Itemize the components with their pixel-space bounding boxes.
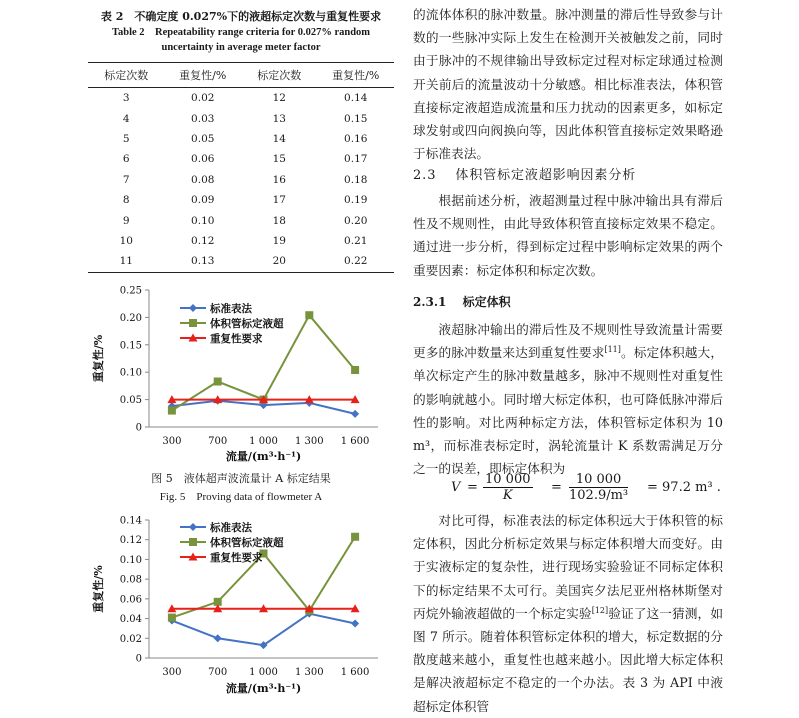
data-point xyxy=(214,378,222,386)
eq-fraction-1 xyxy=(483,472,533,504)
y-axis-label: 重复性/% xyxy=(92,334,105,383)
table-cell: 0.15 xyxy=(344,112,368,125)
eq-lhs: V xyxy=(451,480,461,495)
table-cell: 17 xyxy=(272,194,286,207)
table-cell: 0.05 xyxy=(191,132,215,145)
table-cell: 0.10 xyxy=(191,214,215,227)
paragraph-3-text: 液超脉冲输出的滞后性及不规则性导致流量计需要更多的脉冲数量来达到重复性要求 xyxy=(413,322,723,361)
subsection-heading xyxy=(413,293,511,310)
section-number: 2.3 xyxy=(413,168,437,183)
table-cell: 9 xyxy=(122,214,130,227)
legend-label: 重复性要求 xyxy=(210,333,263,345)
y-tick-label: 0.12 xyxy=(119,535,142,547)
table-cell: 18 xyxy=(272,214,286,227)
table-caption-en xyxy=(88,25,394,55)
paragraph-4-text: 对比可得，标准表法的标定体积远大于体积管的标定体积，因此分析标定效果与标定体积增大而变好。由于实液标定的复杂性，进行现场实验验证不同标定体积下的标定结果不太可行。美国宾夕法尼亚州格林斯堡对丙烷外输液超做的一个标定实验 xyxy=(413,513,723,621)
y-tick-label: 0 xyxy=(135,653,142,665)
table-cell: 0.22 xyxy=(344,255,368,268)
citation-11: [11] xyxy=(604,345,621,355)
x-tick-label: 700 xyxy=(208,436,228,447)
table-row xyxy=(88,231,394,251)
legend-label: 标准表法 xyxy=(210,303,252,315)
table-caption-en-line1: Table 2 Repeatability range criteria for 0.027% random xyxy=(111,27,371,38)
eq-fraction-2 xyxy=(569,472,628,504)
section-heading xyxy=(413,164,636,183)
citation-12: [12] xyxy=(591,605,609,615)
table-body xyxy=(88,88,394,272)
eq-result: = 97.2 m³ . xyxy=(647,480,721,495)
table-cell: 0.09 xyxy=(191,194,215,207)
x-tick-label: 1 600 xyxy=(340,667,370,678)
table-cell: 10 xyxy=(119,234,133,247)
paragraph-3 xyxy=(413,318,723,480)
eq-equals-2: = xyxy=(551,480,562,495)
table-cell: 0.03 xyxy=(191,112,215,125)
chart-fig6-svg xyxy=(88,512,394,698)
x-tick-label: 1 000 xyxy=(249,667,278,678)
subsection-number: 2.3.1 xyxy=(413,295,447,309)
table-cell: 20 xyxy=(272,255,286,268)
eq-frac2-numerator: 10 000 xyxy=(569,472,628,488)
x-tick-label: 300 xyxy=(162,436,182,447)
table-row xyxy=(88,170,394,190)
chart-fig6 xyxy=(88,512,394,698)
table-cell: 3 xyxy=(122,92,130,105)
subsection-title: 标定体积 xyxy=(462,295,511,309)
fig5-caption-cn: 图 5 液体超声波流量计 A 标定结果 xyxy=(151,472,331,485)
table-cell: 19 xyxy=(272,234,286,247)
y-tick-label: 0.08 xyxy=(119,574,142,586)
table-cell: 16 xyxy=(272,173,286,186)
table-cell: 0.08 xyxy=(191,173,215,186)
table-cell: 0.13 xyxy=(191,255,215,268)
data-point xyxy=(168,407,176,415)
y-tick-label: 0.20 xyxy=(119,312,142,324)
y-tick-label: 0.15 xyxy=(119,340,142,352)
x-tick-label: 1 300 xyxy=(294,667,324,678)
y-tick-label: 0.04 xyxy=(119,614,142,626)
legend-marker xyxy=(189,319,197,327)
eq-equals: = xyxy=(467,480,478,495)
x-tick-label: 1 300 xyxy=(294,436,324,447)
series-line xyxy=(172,614,355,646)
table-cell: 0.02 xyxy=(191,92,215,105)
paragraph-4-text-cont: 验证了这一猜测，如图 7 所示。随着体积管标定体积的增大，标定数据的分散度越来越小，重复性也越来越小。因此增大标定体积是解决液超标定不稳定的一个办法。表 3 为 API 中液超标定体积管 xyxy=(413,605,724,714)
data-point xyxy=(305,311,313,319)
data-point xyxy=(351,533,359,541)
table-cell: 0.16 xyxy=(344,132,368,145)
table-cell: 5 xyxy=(122,132,130,145)
data-point xyxy=(351,366,359,374)
eq-frac1-denominator: K xyxy=(502,488,513,503)
y-axis-label: 重复性/% xyxy=(92,565,105,613)
legend-marker xyxy=(189,538,197,546)
table-header-row xyxy=(88,63,394,88)
legend-marker xyxy=(189,523,197,531)
table-cell: 14 xyxy=(272,132,286,145)
table-cell: 0.06 xyxy=(191,153,215,166)
x-tick-label: 700 xyxy=(208,667,228,678)
repeatability-table xyxy=(88,62,394,273)
table-cell: 0.20 xyxy=(344,214,368,227)
table-row xyxy=(88,108,394,128)
y-tick-label: 0.10 xyxy=(119,554,142,566)
section-title: 体积管标定液超影响因素分析 xyxy=(455,168,637,183)
x-tick-label: 1 000 xyxy=(249,436,278,447)
y-tick-label: 0.14 xyxy=(119,515,142,527)
y-tick-label: 0 xyxy=(135,422,142,434)
y-tick-label: 0.05 xyxy=(119,395,142,407)
x-axis-label: 流量/(m³·h⁻¹) xyxy=(225,450,302,463)
x-tick-label: 300 xyxy=(162,667,182,678)
table-cell: 13 xyxy=(272,112,286,125)
table-cell: 0.18 xyxy=(344,173,368,186)
table-cell: 0.17 xyxy=(344,153,368,166)
table-header-cell: 标定次数 xyxy=(104,69,149,82)
paragraph-2: 根据前述分析，液超测量过程中脉冲输出具有滞后性及不规则性，由此导致体积管直接标定效果不稳定。通过进一步分析，得到标定过程中影响标定效果的两个重要因素：标定体积和标定次数。 xyxy=(413,193,723,278)
eq-frac1-numerator: 10 000 xyxy=(485,472,531,487)
table-cell: 0.19 xyxy=(344,194,368,207)
table-cell: 11 xyxy=(119,255,133,268)
data-point xyxy=(214,634,222,642)
paragraph-4 xyxy=(413,509,723,718)
data-point xyxy=(351,620,359,628)
y-tick-label: 0.06 xyxy=(119,594,142,606)
equation-volume xyxy=(451,472,721,506)
legend-label: 标准表法 xyxy=(210,522,252,534)
table-caption-cn: 表 2 不确定度 0.027%下的液超标定次数与重复性要求 xyxy=(100,10,382,23)
paragraph-3-text-cont: 。标定体积越大，单次标定产生的脉冲数量越多，脉冲不规则性对重复性的影响就越小。同时增大标定体积，也可降低脉冲滞后性的影响。对比两种标定方法，体积管标定体积为 10 m³，而标准表标定时，涡轮流量计 K 系数需满足万分之一的误差，即标定体积为 xyxy=(413,345,724,477)
chart-fig5 xyxy=(88,282,394,466)
x-axis-label: 流量/(m³·h⁻¹) xyxy=(225,682,302,695)
y-tick-label: 0.02 xyxy=(119,633,142,645)
table-row xyxy=(88,210,394,230)
data-point xyxy=(351,410,359,418)
paragraph-1: 的流体体积的脉冲数量。脉冲测量的滞后性导致参与计数的一些脉冲实际上发生在检测开关被触发之前，同时由于脉冲的不规律输出导致标定过程对标定球通过检测开关前后的流量波动十分敏感。相比标准表法，体积管直接标定液超造成流量和压力扰动的因素更多，如标定球发射或四向阀换向等，因此体积管直接标定效果略逊于标准表法。 xyxy=(413,7,723,162)
table-row xyxy=(88,88,394,108)
legend-marker xyxy=(189,304,197,312)
table-cell: 12 xyxy=(272,92,286,105)
legend-label: 重复性要求 xyxy=(210,552,263,564)
y-tick-label: 0.10 xyxy=(119,367,142,379)
table-row xyxy=(88,129,394,149)
fig5-caption-en: Fig. 5 Proving data of flowmeter A xyxy=(159,491,323,503)
table-cell: 0.12 xyxy=(191,234,215,247)
table-caption-en-line2: uncertainty in average meter factor xyxy=(161,42,321,53)
table-cell: 7 xyxy=(122,173,130,186)
table-cell: 0.21 xyxy=(344,234,368,247)
table-cell: 0.14 xyxy=(344,92,368,105)
legend-label: 体积管标定液超 xyxy=(210,318,284,330)
table-row xyxy=(88,149,394,169)
chart-fig5-svg xyxy=(88,282,394,466)
table-row xyxy=(88,251,394,271)
table-header-cell: 标定次数 xyxy=(257,69,302,82)
y-tick-label: 0.25 xyxy=(119,285,142,297)
table-cell: 15 xyxy=(272,153,286,166)
table-cell: 4 xyxy=(122,112,130,125)
table-header-cell: 重复性/% xyxy=(332,69,380,82)
eq-frac2-denominator: 102.9/m³ xyxy=(569,488,629,503)
table-header-cell: 重复性/% xyxy=(179,69,227,82)
legend-label: 体积管标定液超 xyxy=(210,537,284,549)
table-cell: 8 xyxy=(122,194,130,207)
data-point xyxy=(168,614,176,622)
x-tick-label: 1 600 xyxy=(340,436,370,447)
table-cell: 6 xyxy=(122,153,130,166)
table-row xyxy=(88,190,394,210)
